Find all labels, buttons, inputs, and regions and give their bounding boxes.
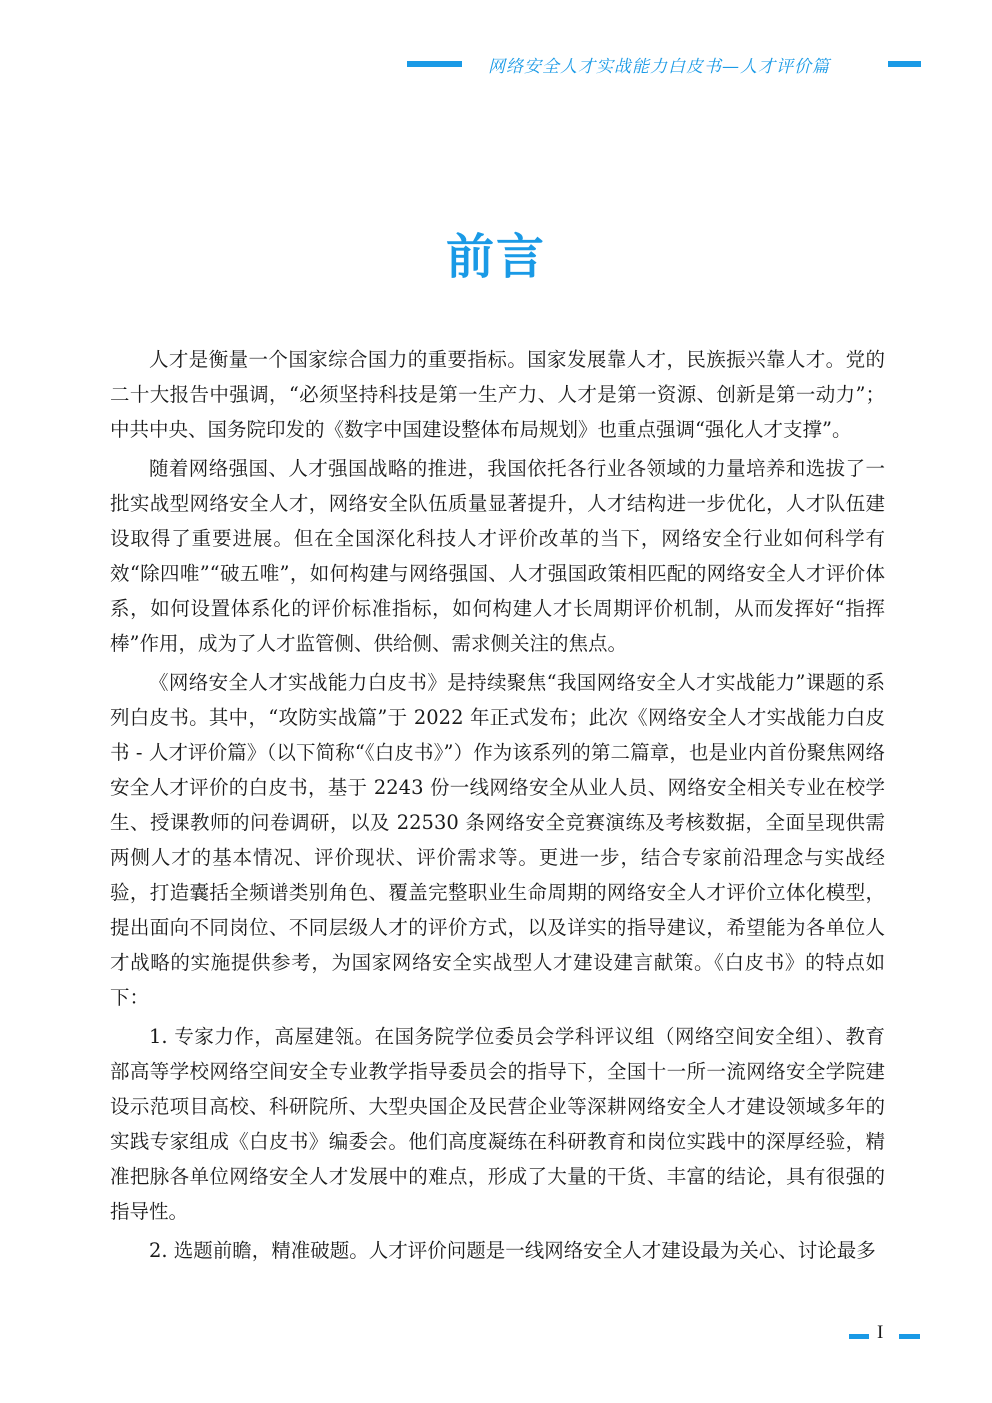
body-text — [110, 342, 885, 1272]
paragraph-4: 1. 专家力作，高屋建瓴。在国务院学位委员会学科评议组（网络空间安全组）、教育部高等学校网络空间安全专业教学指导委员会的指导下，全国十一所一流网络安全学院建设示范项目高校、科研院所、大型央国企及民营企业等深耕网络安全人才建设领域多年的实践专家组成《白皮书》编委会。他们高度凝练在科研教育和岗位实践中的深厚经验，精准把脉各单位网络安全人才发展中的难点，形成了大量的干货、丰富的结论，具有很强的指导性。 — [110, 1025, 885, 1223]
header-accent-bar-left — [407, 61, 462, 67]
paragraph-5: 2. 选题前瞻，精准破题。人才评价问题是一线网络安全人才建设最为关心、讨论最多 — [149, 1239, 876, 1262]
page-title: 前言 — [445, 229, 546, 285]
paragraph-3: 《网络安全人才实战能力白皮书》是持续聚焦“我国网络安全人才实战能力”课题的系列白皮书。其中，“攻防实战篇”于 2022 年正式发布；此次《网络安全人才实战能力白皮书 - 人才评价篇》（以下简称“《白皮书》”）作为该系列的第二篇章，也是业内首份聚焦网络安全人才评价的白皮书，基于 2243 份一线网络安全从业人员、网络安全相关专业在校学生、授课教师的问卷调研，以及 22530 条网络安全竞赛演练及考核数据，全面呈现供需两侧人才的基本情况、评价现状、评价需求等。更进一步，结合专家前沿理念与实战经验，打造囊括全频谱类别角色、覆盖完整职业生命周期的网络安全人才评价立体化模型，提出面向不同岗位、不同层级人才的评价方式，以及详实的指导建议，希望能为各单位人才战略的实施提供参考，为国家网络安全实战型人才建设建言献策。《白皮书》的特点如下： — [110, 671, 885, 1009]
running-header-title: 网络安全人才实战能力白皮书—人才评价篇 — [488, 57, 830, 77]
page-number: I — [877, 1322, 884, 1343]
paragraph-2: 随着网络强国、人才强国战略的推进，我国依托各行业各领域的力量培养和选拔了一批实战型网络安全人才，网络安全队伍质量显著提升，人才结构进一步优化，人才队伍建设取得了重要进展。但在全国深化科技人才评价改革的当下，网络安全行业如何科学有效“除四唯”“破五唯”，如何构建与网络强国、人才强国政策相匹配的网络安全人才评价体系，如何设置体系化的评价标准指标，如何构建人才长周期评价机制，从而发挥好“指挥棒”作用，成为了人才监管侧、供给侧、需求侧关注的焦点。 — [110, 457, 885, 655]
paragraph-1: 人才是衡量一个国家综合国力的重要指标。国家发展靠人才，民族振兴靠人才。党的二十大报告中强调，“必须坚持科技是第一生产力、人才是第一资源、创新是第一动力”；中共中央、国务院印发的《数字中国建设整体布局规划》也重点强调“强化人才支撑”。 — [110, 348, 885, 441]
footer-accent-bar-right — [899, 1334, 920, 1339]
footer-accent-bar-left — [849, 1334, 869, 1339]
header-accent-bar-right — [888, 61, 921, 67]
